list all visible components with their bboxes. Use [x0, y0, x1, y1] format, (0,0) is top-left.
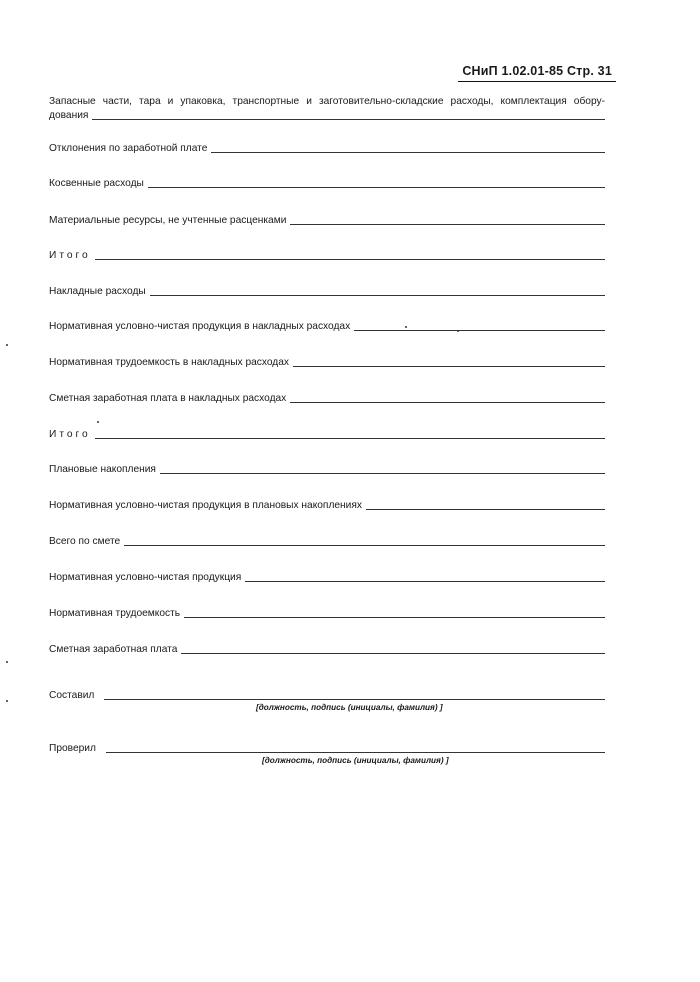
line-materials-label: Материальные ресурсы, не учтенные расценками — [49, 215, 287, 226]
line-spare-parts-text: Запасные части, тара и упаковка, транспортные и заготовительно-складские расходы, комплектация обору- — [49, 96, 605, 107]
line-wage — [49, 644, 605, 656]
line-labor-label: Нормативная трудоемкость — [49, 608, 181, 619]
line-spare-parts-cont-text: дования — [49, 110, 89, 121]
line-wage-label: Сметная заработная плата — [49, 644, 178, 655]
scan-speck — [6, 344, 8, 346]
line-spare-parts-field[interactable] — [92, 111, 605, 120]
scan-speck — [457, 330, 459, 332]
line-labor-field[interactable] — [184, 609, 605, 618]
line-nup-planned-label: Нормативная условно-чистая продукция в плановых накоплениях — [49, 500, 362, 511]
line-total-1-field[interactable] — [95, 251, 605, 260]
line-labor-overhead-field[interactable] — [293, 358, 605, 367]
line-wage-deviation-field[interactable] — [211, 144, 605, 153]
scan-speck — [405, 326, 407, 328]
line-total-2-field[interactable] — [95, 430, 605, 439]
line-nup-label: Нормативная условно-чистая продукция — [49, 572, 242, 583]
line-planned-savings-field[interactable] — [160, 465, 605, 474]
line-total-2-label: Итого — [49, 429, 91, 440]
line-overhead-field[interactable] — [150, 287, 605, 296]
line-overhead-label: Накладные расходы — [49, 286, 146, 297]
caption-checked: [должность, подпись (инициалы, фамилия) ] — [262, 756, 449, 765]
scan-speck — [6, 661, 8, 663]
page-header — [462, 64, 612, 78]
line-materials-field[interactable] — [290, 216, 605, 225]
line-indirect-field[interactable] — [148, 179, 605, 188]
line-spare-parts — [49, 94, 605, 110]
line-compiled-field[interactable] — [104, 691, 605, 700]
line-checked — [49, 743, 605, 755]
line-labor — [49, 608, 605, 620]
scan-speck — [6, 700, 8, 702]
line-compiled-label: Составил — [49, 690, 95, 701]
line-total-1 — [49, 250, 605, 262]
line-nup-planned-field[interactable] — [366, 501, 605, 510]
line-wage-deviation-label: Отклонения по заработной плате — [49, 143, 208, 154]
line-indirect — [49, 178, 605, 190]
line-nup-overhead-label: Нормативная условно-чистая продукция в накладных расходах — [49, 321, 351, 332]
line-nup-overhead-field[interactable] — [354, 322, 605, 331]
line-labor-overhead-label: Нормативная трудоемкость в накладных расходах — [49, 357, 290, 368]
header-rule — [458, 81, 616, 82]
line-materials — [49, 215, 605, 227]
line-nup — [49, 572, 605, 584]
line-nup-planned — [49, 500, 605, 512]
line-planned-savings — [49, 464, 605, 476]
line-planned-savings-label: Плановые накопления — [49, 464, 156, 475]
line-checked-label: Проверил — [49, 743, 96, 754]
line-checked-field[interactable] — [106, 744, 605, 753]
line-overhead — [49, 286, 605, 298]
line-wage-overhead-field[interactable] — [290, 394, 605, 403]
line-wage-overhead — [49, 393, 605, 405]
header-title: СНиП 1.02.01-85 Стр. 31 — [462, 64, 612, 78]
line-total-1-label: Итого — [49, 250, 91, 261]
line-total-2 — [49, 429, 605, 441]
line-labor-overhead — [49, 357, 605, 369]
caption-compiled: [должность, подпись (инициалы, фамилия) ] — [256, 703, 443, 712]
scan-speck — [97, 421, 99, 423]
line-spare-parts-cont — [49, 110, 605, 122]
line-wage-field[interactable] — [181, 645, 605, 654]
line-nup-field[interactable] — [245, 573, 605, 582]
line-compiled — [49, 690, 605, 702]
line-estimate-total-field[interactable] — [124, 537, 605, 546]
line-estimate-total-label: Всего по смете — [49, 536, 121, 547]
line-estimate-total — [49, 536, 605, 548]
line-wage-deviation — [49, 143, 605, 155]
line-indirect-label: Косвенные расходы — [49, 178, 144, 189]
line-nup-overhead — [49, 321, 605, 333]
line-wage-overhead-label: Сметная заработная плата в накладных расходах — [49, 393, 287, 404]
